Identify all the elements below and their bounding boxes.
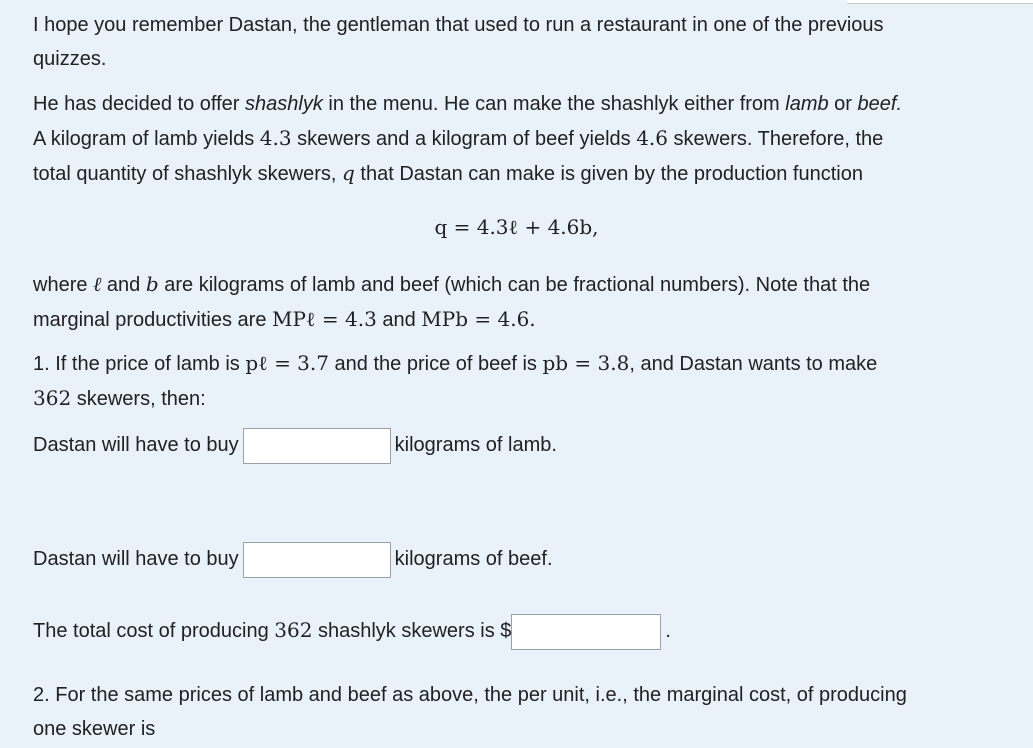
text: or	[828, 93, 858, 115]
text: skewers, then:	[71, 388, 206, 410]
q-symbol: q	[342, 161, 355, 185]
text: , and Dastan wants to make	[629, 353, 878, 375]
lamb-kg-input[interactable]	[243, 428, 391, 464]
text: where	[33, 274, 94, 296]
intro-line-2: quizzes.	[33, 48, 107, 70]
mp-beef: MPb = 4.6.	[421, 307, 536, 331]
question-1	[33, 346, 1013, 416]
text: .	[665, 620, 671, 642]
lamb-row-suffix: kilograms of lamb.	[394, 434, 557, 456]
beef-row-prefix: Dastan will have to buy	[33, 548, 239, 570]
production-function-equation: q = 4.3ℓ + 4.6b,	[434, 215, 599, 239]
intro-line-1: I hope you remember Dastan, the gentleman that used to run a restaurant in one of the previous	[33, 14, 884, 36]
price-beef: pb = 3.8	[542, 351, 630, 375]
cost-answer-row	[33, 611, 1013, 650]
beef-kg-input[interactable]	[243, 542, 391, 578]
skewer-count: 362	[33, 386, 72, 410]
definition-paragraph	[33, 267, 1013, 337]
text: total quantity of shashlyk skewers,	[33, 163, 343, 185]
text: 1. If the price of lamb is	[33, 353, 246, 375]
price-lamb: pℓ = 3.7	[245, 351, 329, 375]
text: in the menu. He can make the shashlyk either from	[322, 93, 786, 115]
beef-answer-row	[33, 540, 1013, 578]
text: A kilogram of lamb yields	[33, 128, 260, 150]
text: He has decided to offer	[33, 93, 245, 115]
lamb-answer-row	[33, 426, 1013, 464]
text: that Dastan can make is given by the production function	[354, 163, 863, 185]
mp-lamb: MPℓ = 4.3	[272, 307, 377, 331]
text: skewers and a kilogram of beef yields	[291, 128, 637, 150]
q2-line-1: 2. For the same prices of lamb and beef as above, the per unit, i.e., the marginal cost, of producing	[33, 684, 907, 706]
lamb-row-prefix: Dastan will have to buy	[33, 434, 239, 456]
question-2	[33, 678, 1013, 746]
shashlyk-term: shashlyk	[245, 93, 323, 115]
text: marginal productivities are	[33, 309, 272, 331]
text: are kilograms of lamb and beef (which can be fractional numbers). Note that the	[158, 274, 871, 296]
cost-skewer-count: 362	[274, 618, 313, 642]
beef-yield: 4.6	[636, 126, 668, 150]
text: The total cost of producing	[33, 620, 275, 642]
beef-term: beef.	[857, 93, 903, 115]
shashlyk-paragraph	[33, 87, 1013, 191]
text: shashlyk skewers is $	[312, 620, 512, 642]
intro-paragraph	[33, 8, 1013, 76]
b-symbol: b	[145, 272, 159, 296]
ell-symbol: ℓ	[93, 272, 102, 296]
top-right-box	[847, 0, 1033, 4]
text: and	[101, 274, 146, 296]
text: and	[376, 309, 422, 331]
q2-line-2: one skewer is	[33, 718, 156, 740]
text: and the price of beef is	[329, 353, 543, 375]
beef-row-suffix: kilograms of beef.	[394, 548, 553, 570]
total-cost-input[interactable]	[511, 614, 661, 650]
lamb-term: lamb	[785, 93, 829, 115]
text: skewers. Therefore, the	[668, 128, 884, 150]
lamb-yield: 4.3	[259, 126, 292, 150]
